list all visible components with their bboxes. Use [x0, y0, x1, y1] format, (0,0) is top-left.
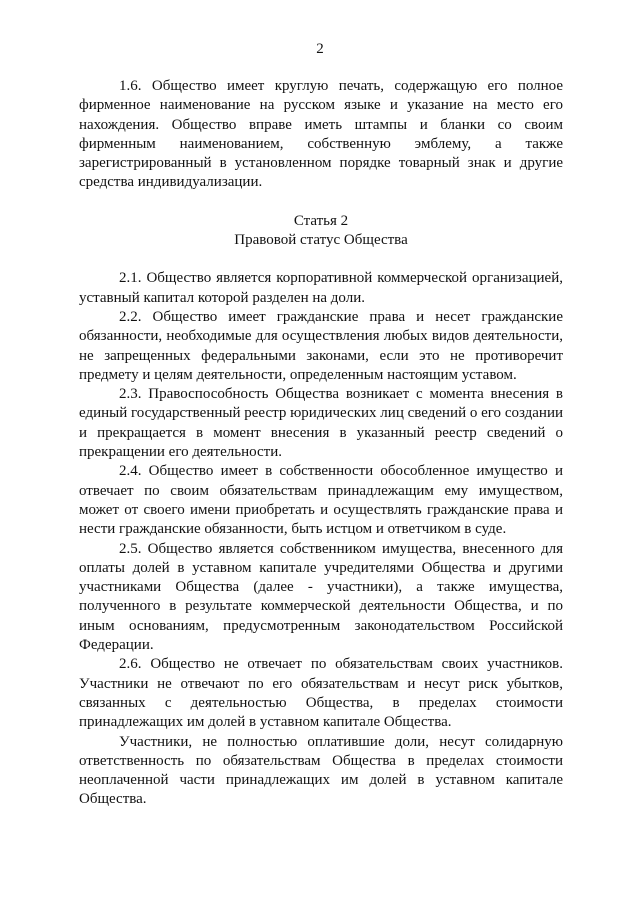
article-title: Правовой статус Общества — [234, 232, 408, 249]
paragraph-2-1: 2.1. Общество является корпоративной коммерческой организацией, уставный капитал которой разделен на доли. — [79, 270, 563, 306]
spacer — [79, 193, 563, 212]
paragraph-2-6: 2.6. Общество не отвечает по обязательствам своих участников. Участники не отвечают по его обязательствам и несут риск убытков, связанных с деятельностью Общества, в пределах стоимости принадлежащих им долей в уставном капитале Общества. — [79, 656, 563, 731]
paragraph-2-2: 2.2. Общество имеет гражданские права и несет гражданские обязанности, необходимые для осуществления любых видов деятельности, не запрещенных федеральными законами, если это не противоречит предмету и целям деятельности, определенным настоящим уставом. — [79, 308, 563, 383]
paragraph-2-5: 2.5. Общество является собственником имущества, внесенного для оплаты долей в уставном капитале учредителями Общества и другими участниками Общества (далее - участники), а также имущества, полученного в результате коммерческой деятельности Общества, и по иным основаниям, предусмотренным законодательством Российской Федерации. — [79, 540, 563, 654]
paragraph-2-6-continued: Участники, не полностью оплатившие доли, несут солидарную ответственность по обязательствам Общества в пределах стоимости неоплаченной части принадлежащих им долей в уставном капитале Общества. — [79, 733, 563, 808]
paragraph-1-6: 1.6. Общество имеет круглую печать, содержащую его полное фирменное наименование на русском языке и указание на место его нахождения. Общество вправе иметь штампы и бланки со своим фирменным наименованием, собственную эмблему, а также зарегистрированный в установленном порядке товарный знак и другие средства индивидуализации. — [79, 78, 563, 191]
page-number: 2 — [316, 41, 324, 57]
article-number: Статья 2 — [293, 212, 349, 229]
spacer — [79, 250, 563, 269]
document-body — [79, 77, 563, 810]
paragraph-2-3: 2.3. Правоспособность Общества возникает с момента внесения в единый государственный реестр юридических лиц сведений о его создании и прекращается в момент внесения в указанный реестр сведений о прекращении его деятельности. — [79, 386, 563, 461]
paragraph-2-4: 2.4. Общество имеет в собственности обособленное имущество и отвечает по своим обязательствам принадлежащим ему имуществом, может от своего имени приобретать и осуществлять гражданские права и нести гражданские обязанности, быть истцом и ответчиком в суде. — [79, 463, 563, 538]
